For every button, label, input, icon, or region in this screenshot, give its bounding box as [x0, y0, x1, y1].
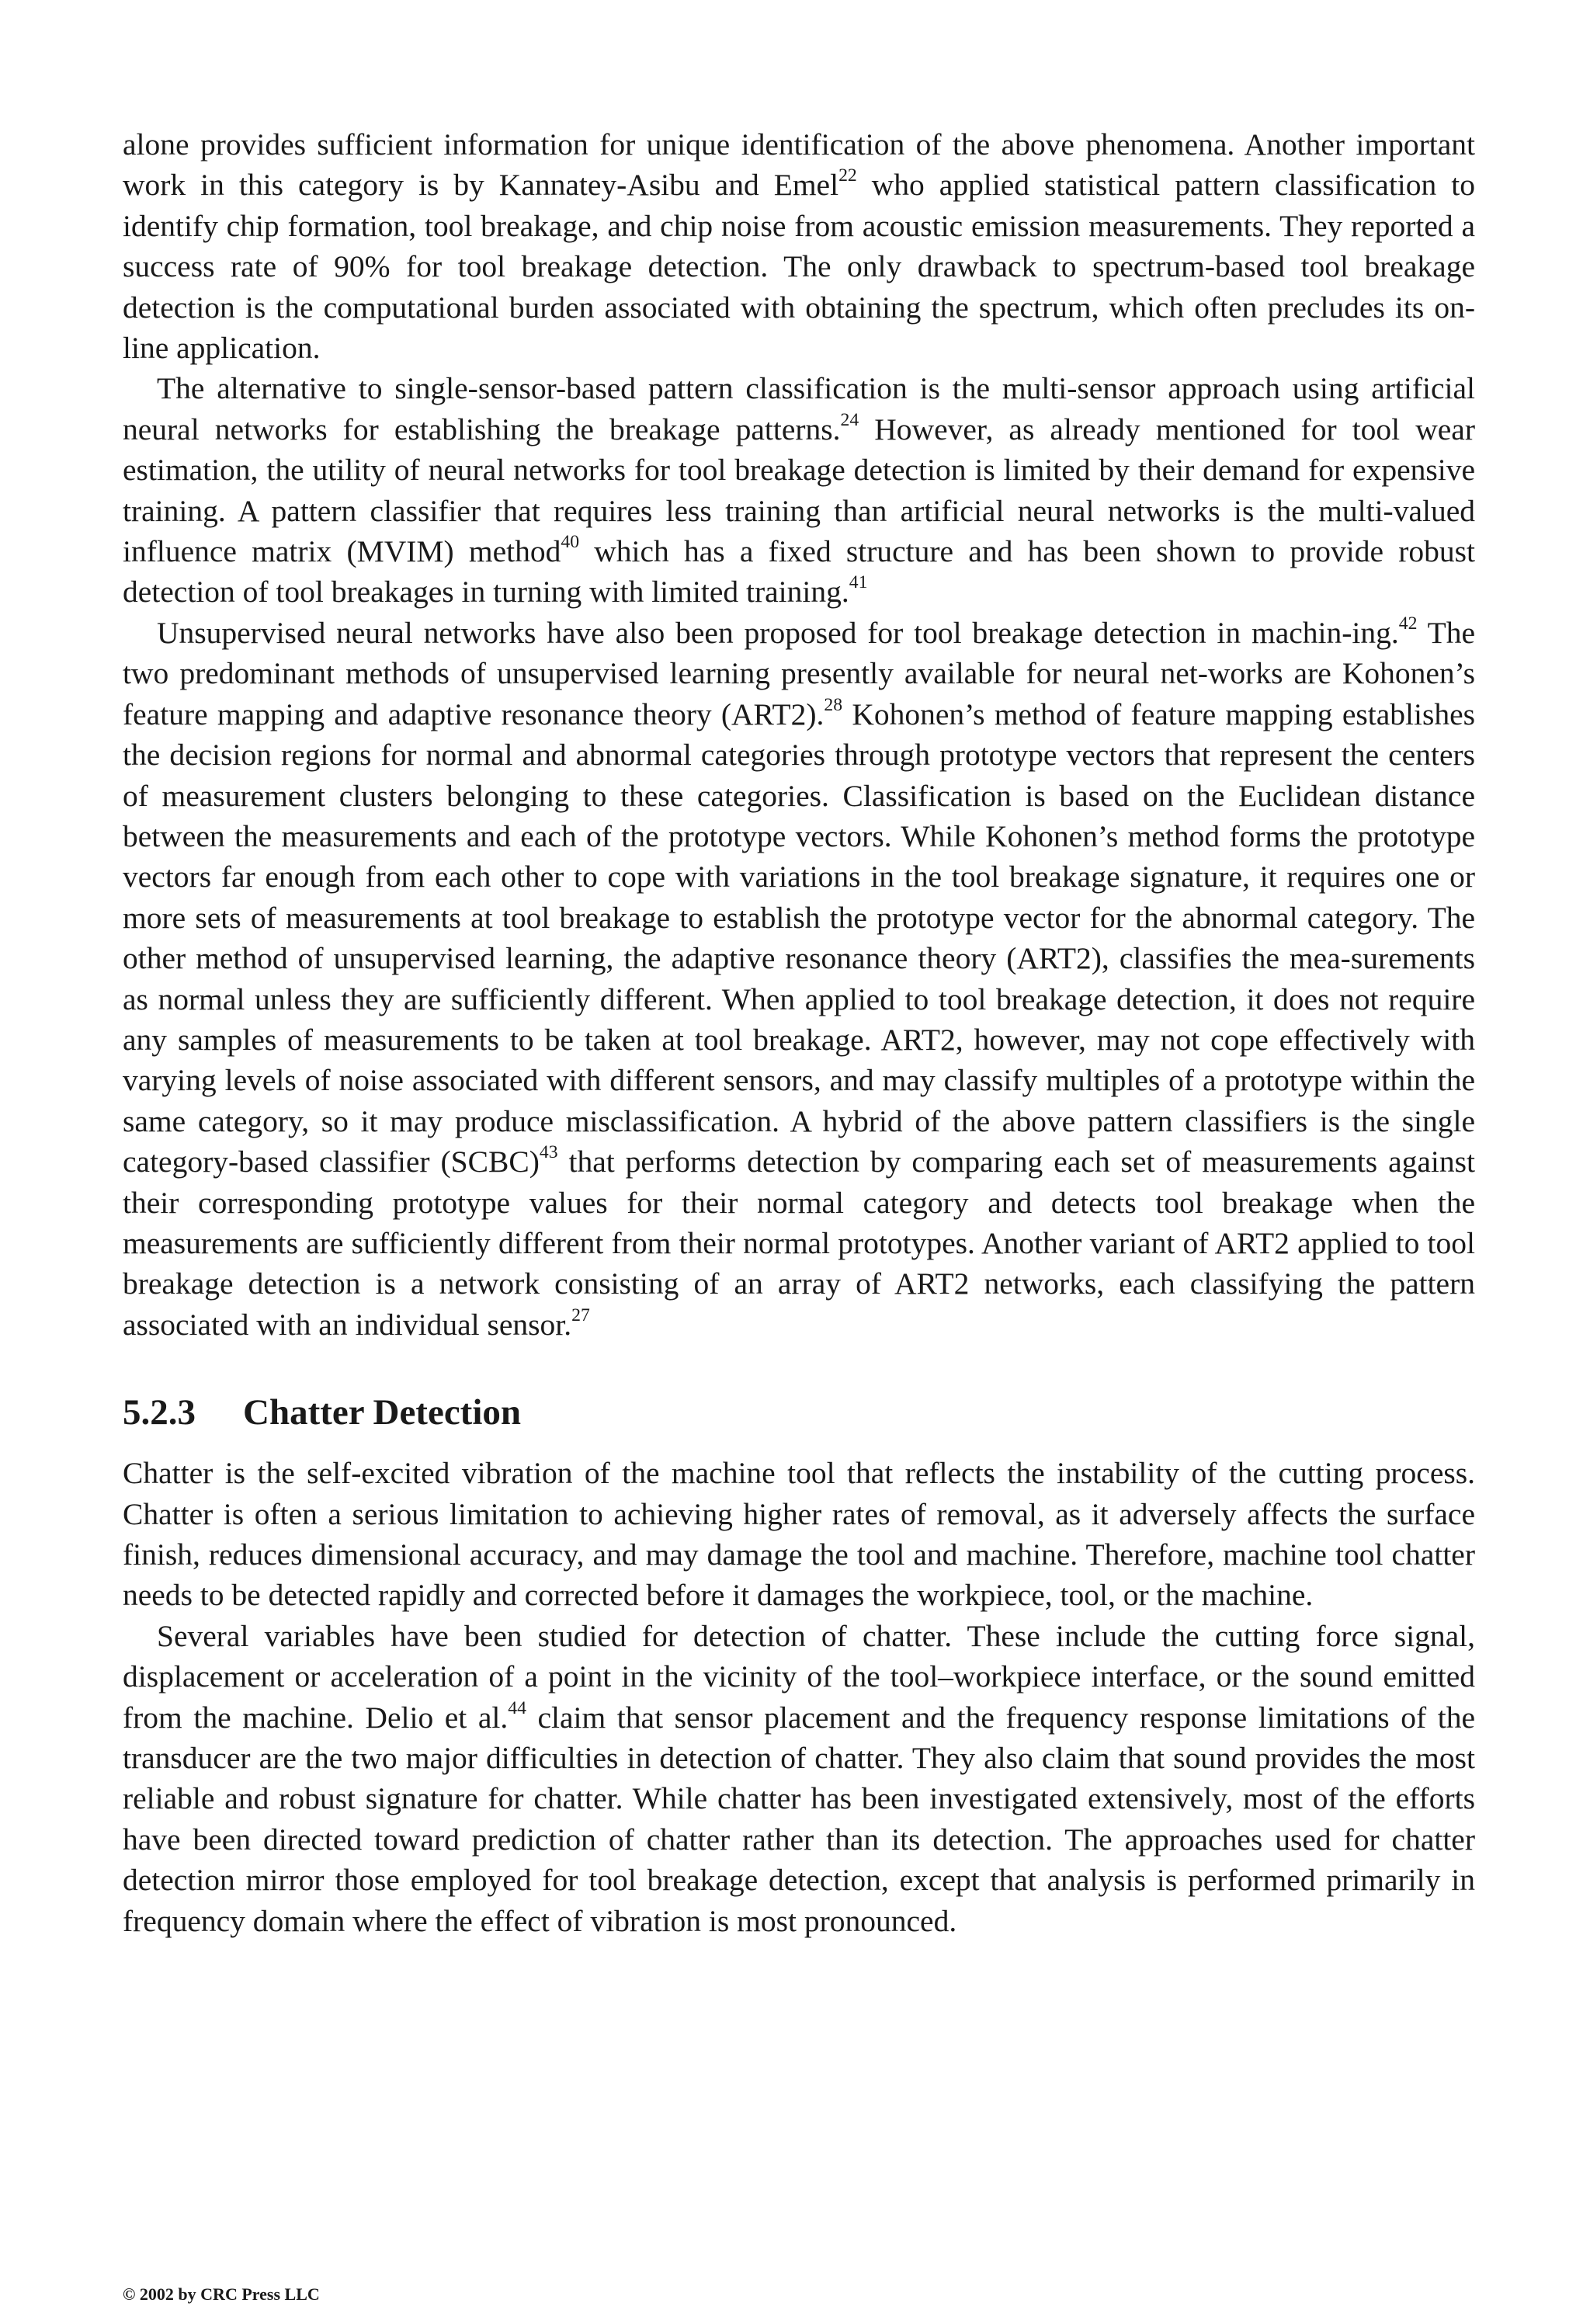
citation-ref: 22 — [838, 165, 857, 186]
section-number: 5.2.3 — [123, 1392, 196, 1433]
page-body — [123, 124, 1475, 1941]
paragraph-text: However, as already mentioned for tool wear estimation, the utility of neural networks for tool breakage detection is limited by their demand for expensive training. A pattern classifier that requires less training than artificial neural networks is the multi-valued influence matrix (MVIM) method — [123, 412, 1475, 569]
paragraph — [123, 613, 1475, 1345]
paragraph — [123, 1616, 1475, 1941]
citation-ref: 43 — [539, 1142, 558, 1163]
paragraph-text: that performs detection by comparing each set of measurements against their corresponding prototype values for their normal category and detects tool breakage when the measurements are sufficiently different from their normal prototypes. Another variant of ART2 applied to tool breakage detection is a network consisting of an array of ART2 networks, each classifying the pattern associated with an individual sensor. — [123, 1145, 1476, 1342]
citation-ref: 44 — [508, 1697, 526, 1718]
citation-ref: 41 — [849, 572, 868, 593]
citation-ref: 27 — [571, 1305, 590, 1326]
paragraph-text: which has a fixed structure and has been shown to provide robust detection of tool breakages in turning with limited training. — [123, 534, 1475, 610]
paragraph-text: Chatter is the self-excited vibration of the machine tool that reflects the instability of the cutting process. Chatter is often a serious limitation to achieving higher rates of removal, as it adversely affects the surface finish, reduces dimensional accuracy, and may damage the tool and machine. Therefore, machine tool chatter needs to be detected rapidly and corrected before it damages the workpiece, tool, or the machine. — [123, 1456, 1475, 1613]
paragraph-text: alone provides sufficient information for unique identification of the above phenomena. Another important work in this category is by Kannatey-Asibu and Emel — [123, 127, 1475, 203]
paragraph-text: claim that sensor placement and the frequency response limitations of the transducer are the two major difficulties in detection of chatter. They also claim that sound provides the most reliable and robust signature for chatter. While chatter has been investigated extensively, most of the efforts have been directed toward prediction of chatter rather than its detection. The approaches used for chatter detection mirror those employed for tool breakage detection, except that analysis is performed primarily in frequency domain where the effect of vibration is most pronounced. — [123, 1700, 1475, 1938]
paragraph — [123, 124, 1475, 368]
citation-ref: 42 — [1398, 613, 1418, 634]
section-title: Chatter Detection — [243, 1392, 522, 1433]
paragraph-text: Unsupervised neural networks have also been proposed for tool breakage detection in machin-ing. — [157, 615, 1399, 650]
paragraph — [123, 1453, 1475, 1616]
paragraph — [123, 368, 1475, 612]
citation-ref: 28 — [824, 694, 843, 715]
paragraph-text: Kohonen’s method of feature mapping establishes the decision regions for normal and abnormal categories through prototype vectors that represent the centers of measurement clusters belonging to these categories. Classification is based on the Euclidean distance between the measurements and each of the prototype vectors. While Kohonen’s method forms the prototype vectors far enough from each other to cope with variations in the tool breakage signature, it requires one or more sets of measurements at tool breakage to establish the prototype vector for the abnormal category. The other method of unsupervised learning, the adaptive resonance theory (ART2), classifies the mea-surements as normal unless they are sufficiently different. When applied to tool breakage detection, it does not require any samples of measurements to be taken at tool breakage. ART2, however, may not cope effectively with varying levels of noise associated with different sensors, and may classify multiples of a prototype within the same category, so it may produce misclassification. A hybrid of the above pattern classifiers is the single category-based classifier (SCBC) — [123, 697, 1475, 1179]
citation-ref: 40 — [561, 532, 580, 553]
paragraph-text: The alternative to single-sensor-based pattern classification is the multi-sensor approach using artificial neural networks for establishing the breakage patterns. — [123, 371, 1475, 446]
paragraph-text: The two predominant methods of unsupervised learning presently available for neural net-works are Kohonen’s feature mapping and adaptive resonance theory (ART2). — [123, 615, 1475, 731]
paragraph-text: who applied statistical pattern classification to identify chip formation, tool breakage, and chip noise from acoustic emission measurements. They reported a success rate of 90% for tool breakage detection. The only drawback to spectrum-based tool breakage detection is the computational burden associated with obtaining the spectrum, which often precludes its on-line application. — [123, 168, 1476, 366]
paragraph-text: Several variables have been studied for detection of chatter. These include the cutting force signal, displacement or acceleration of a point in the vicinity of the tool–workpiece interface, or the sound emitted from the machine. Delio et al. — [123, 1618, 1475, 1735]
section-heading — [123, 1389, 1475, 1436]
citation-ref: 24 — [840, 410, 859, 431]
copyright-footer: © 2002 by CRC Press LLC — [123, 2284, 320, 2304]
